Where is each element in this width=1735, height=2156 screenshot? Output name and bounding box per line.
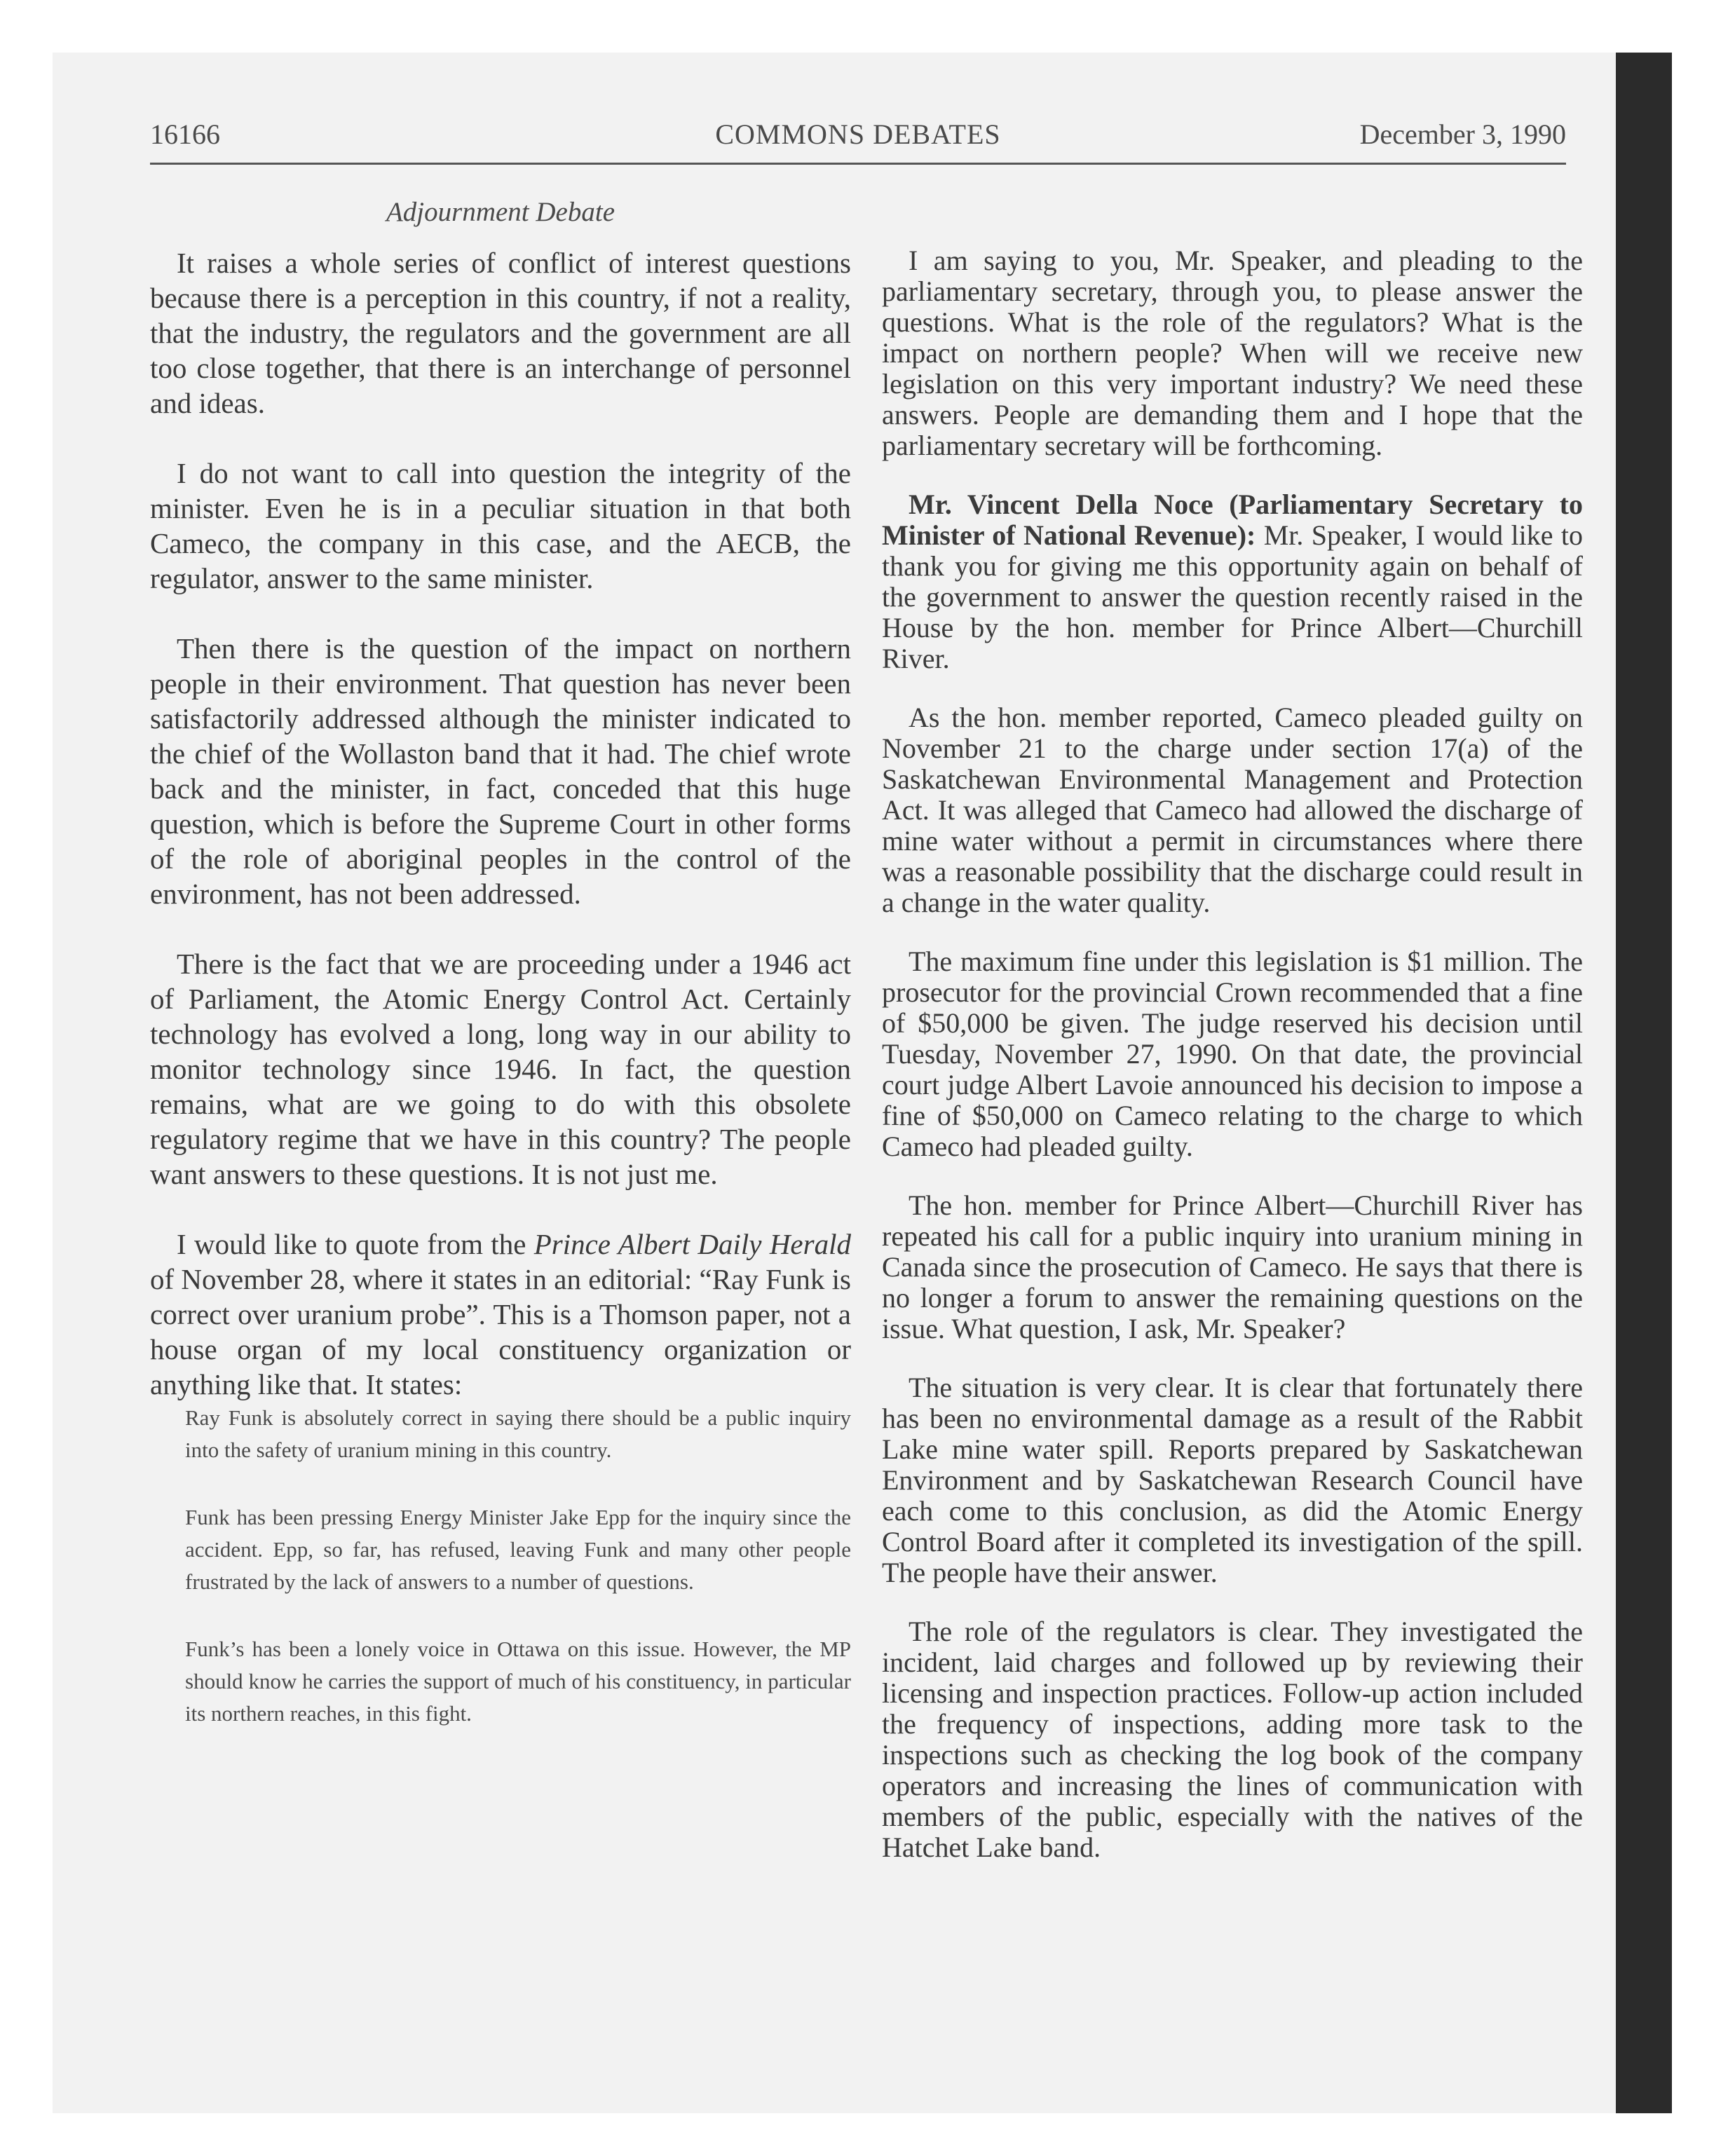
page-number: 16166 bbox=[150, 118, 220, 150]
page-header bbox=[150, 118, 1566, 167]
right-column bbox=[882, 245, 1583, 1863]
paragraph: It raises a whole series of conflict of interest questions because there is a perception in this country, if not a reality, that the industry, the regulators and the government are all too close together, that there is an interchange of personnel and ideas. bbox=[150, 247, 851, 419]
paragraph: The hon. member for Prince Albert—Churchill River has repeated his call for a public inquiry into uranium mining in Canada since the prosecution of Cameco. He says that there is no longer a forum to answer the remaining questions on the issue. What question, I ask, Mr. Speaker? bbox=[882, 1189, 1583, 1344]
publication-title: COMMONS DEBATES bbox=[715, 118, 1001, 150]
paragraph: The situation is very clear. It is clear that fortunately there has been no environmental damage as a result of the Rabbit Lake mine water spill. Reports prepared by Saskatchewan Environment and by Saskatchewan Research Council have each come to this conclusion, as did the Atomic Energy Control Board after it completed its investigation of the spill. The people have their answer. bbox=[882, 1372, 1583, 1588]
newspaper-title: Prince Albert Daily Herald bbox=[533, 1228, 851, 1260]
paragraph bbox=[882, 489, 1583, 674]
paragraph bbox=[150, 1227, 851, 1402]
block-quote: Ray Funk is absolutely correct in saying there should be a public inquiry into the safety of uranium mining in this country. bbox=[185, 1405, 851, 1462]
scan-edge-shadow bbox=[1616, 53, 1672, 2113]
header-date: December 3, 1990 bbox=[1359, 118, 1566, 150]
speaker-name: Mr. Vincent Della Noce (Parliamentary Secretary to Minister of National Revenue): bbox=[882, 489, 1583, 551]
text-run: of November 28, where it states in an editorial: “Ray Funk is correct over uranium probe”. This is a Thomson paper, not a house organ of my local constituency organization or anything like that. It states: bbox=[150, 1263, 851, 1400]
paragraph: As the hon. member reported, Cameco pleaded guilty on November 21 to the charge under section 17(a) of the Saskatchewan Environmental Management and Protection Act. It was alleged that Cameco had allowed the discharge of mine water without a permit in circumstances where there was a reasonable possibility that the discharge could result in a change in the water quality. bbox=[882, 702, 1583, 918]
block-quote: Funk has been pressing Energy Minister Jake Epp for the inquiry since the accident. Epp, so far, has refused, leaving Funk and many other people frustrated by the lack of answers to a number of questions. bbox=[185, 1505, 851, 1594]
text-run: Mr. Speaker, I would like to thank you for giving me this opportunity again on behalf of the government to answer the question recently raised in the House by the hon. member for Prince Albert—Churchill River. bbox=[882, 519, 1583, 674]
paragraph: I am saying to you, Mr. Speaker, and pleading to the parliamentary secretary, through you, to please answer the questions. What is the role of the regulators? What is the impact on northern people? When will we receive new legislation on this very important industry? We need these answers. People are demanding them and I hope that the parliamentary secretary will be forthcoming. bbox=[882, 245, 1583, 461]
section-title: Adjournment Debate bbox=[386, 197, 615, 227]
paragraph: I do not want to call into question the integrity of the minister. Even he is in a peculiar situation in that both Cameco, the company in this case, and the AECB, the regulator, answer to the same minister. bbox=[150, 457, 851, 594]
text-run: I would like to quote from the bbox=[177, 1228, 534, 1260]
header-rule bbox=[150, 163, 1566, 165]
paragraph: The maximum fine under this legislation is $1 million. The prosecutor for the provincial Crown recommended that a fine of $50,000 be given. The judge reserved his decision until Tuesday, November 27, 1990. On that date, the provincial court judge Albert Lavoie announced his decision to impose a fine of $50,000 on Cameco relating to the charge to which Cameco had pleaded guilty. bbox=[882, 946, 1583, 1162]
paragraph: The role of the regulators is clear. They investigated the incident, laid charges and followed up by reviewing their licensing and inspection practices. Follow-up action included the frequency of inspections, adding more task to the inspections such as checking the log book of the company operators and increasing the lines of communication with members of the public, especially with the natives of the Hatchet Lake band. bbox=[882, 1616, 1583, 1863]
paragraph: There is the fact that we are proceeding under a 1946 act of Parliament, the Atomic Energy Control Act. Certainly technology has evolved a long, long way in our ability to monitor technology since 1946. In fact, the question remains, what are we going to do with this obsolete regulatory regime that we have in this country? The people want answers to these questions. It is not just me. bbox=[150, 948, 851, 1190]
paragraph: Then there is the question of the impact on northern people in their environment. That question has never been satisfactorily addressed although the minister indicated to the chief of the Wollaston band that it had. The chief wrote back and the minister, in fact, conceded that this huge question, which is before the Supreme Court in other forms of the role of aboriginal peoples in the control of the environment, has not been addressed. bbox=[150, 632, 851, 910]
left-column bbox=[150, 245, 851, 1730]
block-quote: Funk’s has been a lonely voice in Ottawa on this issue. However, the MP should know he carries the support of much of his constituency, in particular its northern reaches, in this fight. bbox=[185, 1637, 851, 1726]
